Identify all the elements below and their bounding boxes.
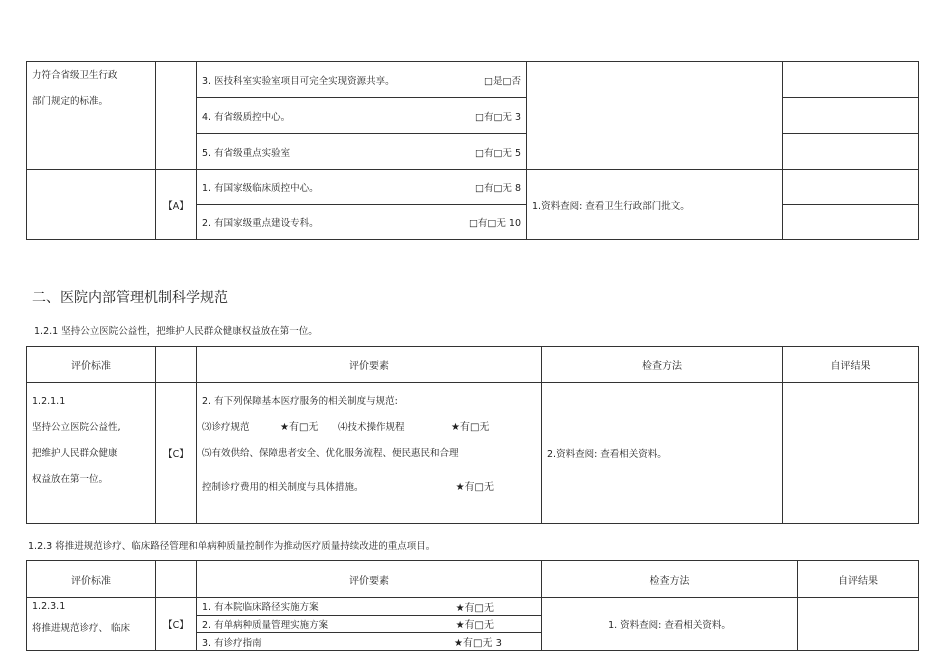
subsection-1-2-1: 1.2.1 坚持公立医院公益性，把维护人民群众健康权益放在第一位。 [34, 326, 318, 337]
checkbox-yes-no[interactable]: □有□无 3 [474, 111, 521, 123]
method-cell: 1. 资料查阅: 查看相关资料。 [542, 598, 798, 651]
element-row: 5. 有省级重点实验室 □有□无 5 [197, 134, 527, 170]
checkbox-star[interactable]: ★有□无 [455, 602, 494, 614]
checkbox-star[interactable]: ★有□无 3 [454, 638, 502, 650]
header-elements: 评价要素 [197, 561, 542, 598]
method-cell: 1.资料查阅: 查看卫生行政部门批文。 [527, 170, 783, 240]
element-row: 2. 有国家级重点建设专科。 □有□无 10 [197, 205, 527, 240]
table-clinical-pathway [26, 560, 919, 651]
grade-a: 【A】 [156, 170, 197, 240]
grade-c: 【C】 [156, 383, 197, 524]
header-result: 自评结果 [798, 561, 919, 598]
checkbox-star[interactable]: ★有□无 [455, 482, 494, 493]
checkbox-yes-no[interactable]: □有□无 10 [468, 218, 521, 229]
table-hospital-capability [26, 61, 919, 240]
element-row: 2. 有单病种质量管理实施方案 ★有□无 [197, 615, 542, 633]
criteria-cell: 力符合省级卫生行政 部门规定的标准。 [27, 62, 156, 170]
header-criteria: 评价标准 [27, 561, 156, 598]
header-result: 自评结果 [783, 347, 919, 383]
criteria-cell: 1.2.3.1 将推进规范诊疗、 临床 [27, 598, 156, 651]
criteria-cell: 1.2.1.1 坚持公立医院公益性, 把维护人民群众健康 权益放在第一位。 [27, 383, 156, 524]
header-method: 检查方法 [542, 347, 783, 383]
element-cell: 2. 有下列保障基本医疗服务的相关制度与规范: ⑶诊疗规范 ★有□无 ⑷技术操作规程 ★有□无 ⑸有效供给、保障患者安全、优化服务流程、便民惠民和合理 控制诊疗费用的相关制度与具体措施。 ★有□无 [197, 383, 542, 524]
element-row: 3. 医技科室实验室项目可完全实现资源共享。 □是□否 [197, 62, 527, 98]
method-cell: 2.资料查阅: 查看相关资料。 [542, 383, 783, 524]
checkbox-yes-no[interactable]: □是□否 [484, 75, 521, 87]
checkbox-yes-no[interactable]: □有□无 5 [474, 147, 521, 159]
grade-c: 【C】 [156, 598, 197, 651]
element-row: 4. 有省级质控中心。 □有□无 3 [197, 98, 527, 134]
checkbox-yes-no[interactable]: □有□无 8 [474, 183, 521, 194]
checkbox-star[interactable]: ★有□无 [451, 422, 490, 433]
header-elements: 评价要素 [197, 347, 542, 383]
element-row: 1. 有本院临床路径实施方案 ★有□无 [197, 598, 542, 616]
element-row: 3. 有诊疗指南 ★有□无 3 [197, 633, 542, 651]
checkbox-star[interactable]: ★有□无 [280, 422, 319, 433]
header-criteria: 评价标准 [27, 347, 156, 383]
checkbox-star[interactable]: ★有□无 [455, 620, 494, 632]
table-public-welfare [26, 346, 919, 524]
section-title: 二、医院内部管理机制科学规范 [32, 290, 228, 306]
subsection-1-2-3: 1.2.3 将推进规范诊疗、临床路径管理和单病种质量控制作为推动医疗质量持续改进的重点项目。 [28, 541, 436, 552]
element-row: 1. 有国家级临床质控中心。 □有□无 8 [197, 170, 527, 205]
header-method: 检查方法 [542, 561, 798, 598]
